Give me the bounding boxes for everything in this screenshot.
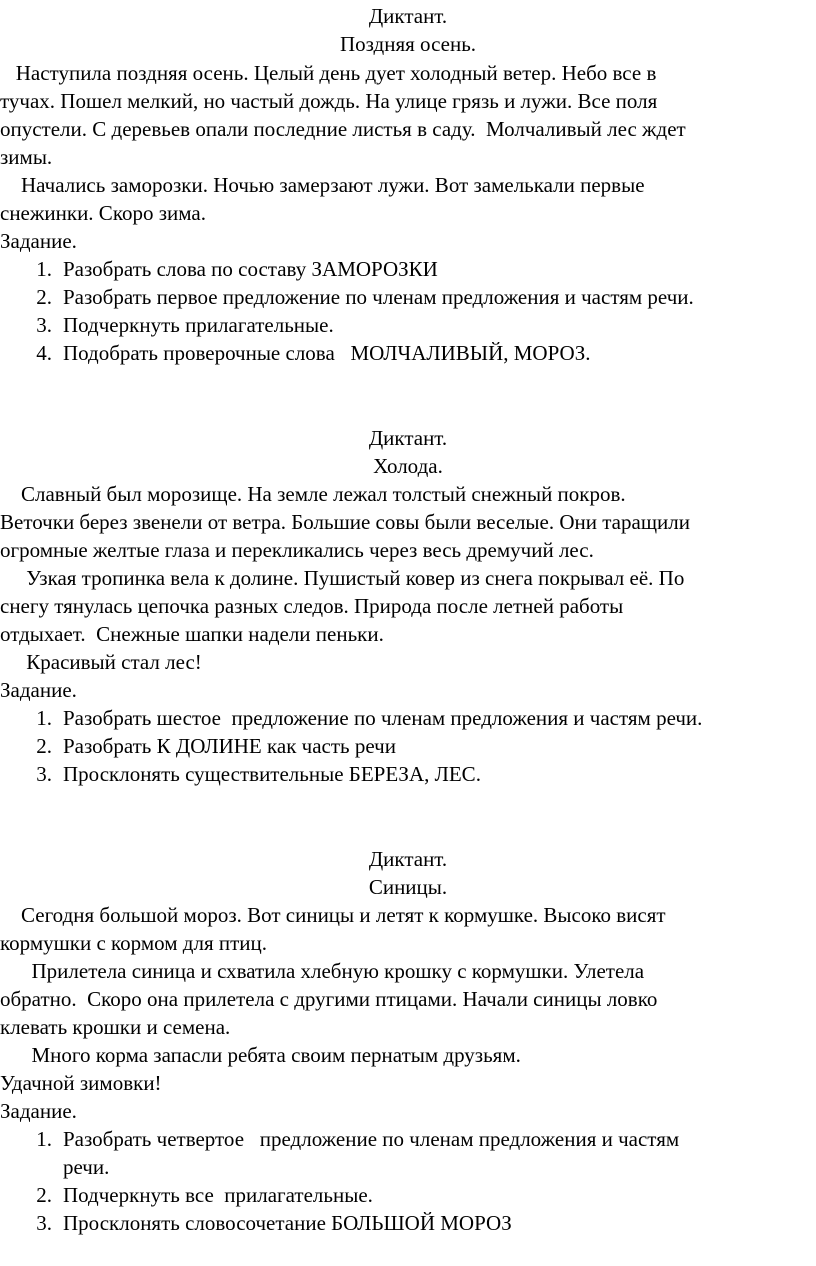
text-line: Прилетела синица и схватила хлебную крошку с кормушки. Улетела bbox=[0, 959, 645, 983]
task-number: 3. bbox=[36, 1211, 52, 1235]
text-line: кормушки с кормом для птиц. bbox=[0, 931, 268, 955]
text-line: Начались заморозки. Ночью замерзают лужи. Вот замелькали первые bbox=[0, 173, 645, 197]
text-line: опустели. С деревьев опали последние листья в саду. Молчаливый лес ждет bbox=[0, 117, 686, 141]
task-label: Задание. bbox=[0, 229, 77, 253]
text-line: снежинки. Скоро зима. bbox=[0, 201, 206, 225]
dictation-title: Холода. bbox=[373, 454, 443, 478]
task-item-continuation: речи. bbox=[63, 1155, 110, 1179]
text-line: клевать крошки и семена. bbox=[0, 1015, 231, 1039]
task-item: Просклонять существительные БЕРЕЗА, ЛЕС. bbox=[63, 762, 481, 786]
dictation-heading: Диктант. bbox=[368, 847, 448, 871]
text-line: огромные желтые глаза и перекликались через весь дремучий лес. bbox=[0, 538, 594, 562]
task-item: Разобрать К ДОЛИНЕ как часть речи bbox=[63, 734, 396, 758]
text-line: отдыхает. Снежные шапки надели пеньки. bbox=[0, 622, 384, 646]
task-number: 4. bbox=[36, 341, 52, 365]
task-item: Подобрать проверочные слова МОЛЧАЛИВЫЙ, МОРОЗ. bbox=[63, 341, 591, 365]
text-line: Много корма запасли ребята своим пернатым друзьям. bbox=[0, 1043, 521, 1067]
task-label: Задание. bbox=[0, 1099, 77, 1123]
task-number: 2. bbox=[36, 734, 52, 758]
task-number: 1. bbox=[36, 1127, 52, 1151]
task-item: Просклонять словосочетание БОЛЬШОЙ МОРОЗ bbox=[63, 1211, 512, 1235]
task-item: Разобрать первое предложение по членам предложения и частям речи. bbox=[63, 285, 694, 309]
task-number: 1. bbox=[36, 257, 52, 281]
text-line: снегу тянулась цепочка разных следов. Природа после летней работы bbox=[0, 594, 624, 618]
text-line: Наступила поздняя осень. Целый день дует холодный ветер. Небо все в bbox=[0, 61, 657, 85]
dictation-heading: Диктант. bbox=[368, 426, 448, 450]
text-line: Славный был морозище. На земле лежал толстый снежный покров. bbox=[0, 482, 626, 506]
task-item: Подчеркнуть прилагательные. bbox=[63, 313, 334, 337]
task-number: 2. bbox=[36, 1183, 52, 1207]
text-line: зимы. bbox=[0, 145, 53, 169]
task-number: 3. bbox=[36, 762, 52, 786]
task-item: Разобрать слова по составу ЗАМОРОЗКИ bbox=[63, 257, 438, 281]
text-line: Удачной зимовки! bbox=[0, 1071, 162, 1095]
task-item: Разобрать четвертое предложение по членам предложения и частям bbox=[63, 1127, 680, 1151]
task-number: 2. bbox=[36, 285, 52, 309]
dictation-title: Синицы. bbox=[368, 875, 448, 899]
text-line: тучах. Пошел мелкий, но частый дождь. На улице грязь и лужи. Все поля bbox=[0, 89, 658, 113]
text-line: обратно. Скоро она прилетела с другими птицами. Начали синицы ловко bbox=[0, 987, 658, 1011]
task-label: Задание. bbox=[0, 678, 77, 702]
text-line: Узкая тропинка вела к долине. Пушистый ковер из снега покрывал её. По bbox=[0, 566, 685, 590]
dictation-heading: Диктант. bbox=[368, 4, 448, 28]
task-number: 1. bbox=[36, 706, 52, 730]
task-item: Подчеркнуть все прилагательные. bbox=[63, 1183, 373, 1207]
text-line: Сегодня большой мороз. Вот синицы и летят к кормушке. Высоко висят bbox=[0, 903, 666, 927]
text-line: Красивый стал лес! bbox=[0, 650, 202, 674]
text-line: Веточки берез звенели от ветра. Большие совы были веселые. Они таращили bbox=[0, 510, 690, 534]
task-item: Разобрать шестое предложение по членам предложения и частям речи. bbox=[63, 706, 703, 730]
dictation-title: Поздняя осень. bbox=[339, 32, 477, 56]
task-number: 3. bbox=[36, 313, 52, 337]
